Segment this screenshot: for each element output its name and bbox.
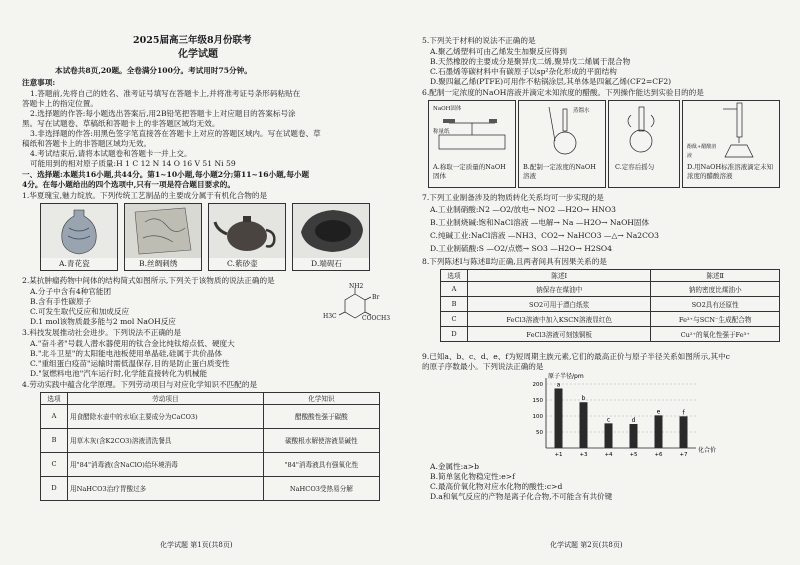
x-tick-label: +6 bbox=[654, 452, 663, 458]
page-2 bbox=[400, 0, 800, 565]
exam-title: 2025届高三年级8月份联考 bbox=[133, 35, 252, 46]
bar-label: d bbox=[631, 417, 636, 424]
q7-option-c: C.纯碱工业:NaCl溶液 —NH3、CO2→ NaHCO3 —△→ Na2CO3 bbox=[430, 231, 659, 240]
table-cell: C bbox=[441, 311, 468, 326]
q2-option-b: B.含有手性碳原子 bbox=[30, 297, 92, 306]
apparatus-b bbox=[518, 100, 606, 188]
table-header: 陈述Ⅰ bbox=[468, 270, 651, 282]
option-image-d bbox=[292, 203, 370, 271]
y-tick-label: 100 bbox=[532, 414, 543, 420]
shaking-flask-icon bbox=[609, 101, 679, 161]
q5-option-b: B.天然橡胶的主要成分是聚异戊二烯,聚异戊二烯属于混合物 bbox=[430, 57, 631, 66]
x-tick-label: +5 bbox=[629, 452, 638, 458]
apparatus-b-caption: B.配制一定浓度的NaOH溶液 bbox=[523, 163, 596, 180]
apparatus-a bbox=[428, 100, 516, 188]
notice-line: 3.非选择题的作答:用黑色签字笔直接答在答题卡上对应的答题区域内。写在试题卷、草 bbox=[30, 129, 321, 138]
apparatus-d-caption: D.用NaOH标准溶液滴定未知浓度的醋酸溶液 bbox=[687, 163, 774, 180]
table-header: 陈述Ⅱ bbox=[651, 270, 780, 282]
table-row bbox=[441, 281, 780, 296]
x-axis-label: 化合价 bbox=[698, 447, 717, 454]
table-header: 选项 bbox=[41, 393, 68, 405]
table-cell: 碳酸根水解使溶液显碱性 bbox=[263, 428, 379, 452]
table-cell: FeCl3溶液中加入KSCN溶液显红色 bbox=[468, 311, 651, 326]
silk-embroidery-icon bbox=[125, 204, 201, 258]
table-cell: 用NaHCO3治疗胃酸过多 bbox=[68, 476, 264, 500]
notice-line: 答题卡上的指定位置。 bbox=[22, 99, 98, 108]
q7-option-d: D.工业制硫酸:S —O2/点燃→ SO3 —H2O→ H2SO4 bbox=[430, 244, 612, 253]
option-d-label: D.端砚石 bbox=[311, 259, 343, 268]
struct-h3c: H3C bbox=[323, 313, 337, 320]
page-footer: 化学试题 第1页(共8页) bbox=[160, 541, 233, 549]
q3-option-b: B."北斗卫星"的太阳能电池板使用单晶硅,硅属于共价晶体 bbox=[30, 349, 223, 358]
question-8: 8.下列陈述Ⅰ与陈述Ⅱ均正确,且两者间具有因果关系的是 bbox=[422, 257, 607, 266]
option-a-label: A.青花瓷 bbox=[59, 259, 90, 268]
table-cell: FeCl3溶液可刻蚀铜板 bbox=[468, 326, 651, 341]
q3-option-a: A."奋斗者"号载人潜水器使用的钛合金比纯钛熔点低、硬度大 bbox=[30, 339, 235, 348]
x-tick-label: +7 bbox=[679, 452, 688, 458]
bar-label: f bbox=[682, 409, 685, 417]
notice-line: 1.答题前,先将自己的姓名、准考证号填写在答题卡上,并将准考证号条形码粘贴在 bbox=[30, 89, 301, 98]
question-1: 1.华夏瑰宝,魅力绽放。下列传统工艺制品的主要成分属于有机化合物的是 bbox=[22, 191, 268, 200]
table-cell: 钠保存在煤油中 bbox=[468, 281, 651, 296]
apparatus-a-caption: A.称取一定质量的NaOH固体 bbox=[433, 163, 506, 180]
option-image-a bbox=[40, 203, 118, 271]
table-cell: Fe³⁺与SCN⁻生成配合物 bbox=[651, 311, 780, 326]
x-tick-label: +4 bbox=[604, 452, 613, 458]
q9-option-d: D.a和氧气反应的产物是离子化合物,不可能含有共价键 bbox=[430, 492, 613, 501]
y-tick-label: 150 bbox=[532, 398, 543, 404]
table-cell: D bbox=[41, 476, 68, 500]
subject-title: 化学试题 bbox=[178, 49, 218, 60]
q7-option-b: B.工业制烧碱:饱和NaCl溶液 —电解→ Na —H2O→ NaOH固体 bbox=[430, 218, 650, 227]
q4-table bbox=[40, 392, 380, 501]
label-naoh: NaOH固体 bbox=[433, 106, 462, 112]
question-5: 5.下列关于材料的说法不正确的是 bbox=[422, 36, 536, 45]
table-cell: A bbox=[441, 281, 468, 296]
bar-label: c bbox=[606, 416, 611, 424]
table-cell: 用草木灰(含K2CO3)溶液清洗餐具 bbox=[68, 428, 264, 452]
q5-option-c: C.石墨烯等碳材料中有碳原子以sp²杂化形成的平面结构 bbox=[430, 67, 617, 76]
teapot-icon bbox=[209, 204, 285, 258]
table-row bbox=[41, 404, 380, 428]
table-cell: C bbox=[41, 452, 68, 476]
x-tick-label: +1 bbox=[554, 452, 563, 458]
bar bbox=[630, 424, 638, 448]
table-cell: 用"84"消毒液(含NaClO)给环境消毒 bbox=[68, 452, 264, 476]
table-header-row bbox=[41, 393, 380, 405]
q3-option-d: D."氢燃料电池"汽车运行时,化学能直接转化为机械能 bbox=[30, 369, 208, 378]
q3-option-c: C."重组蛋白疫苗"运输时需低温保存,目的是防止蛋白质变性 bbox=[30, 359, 230, 368]
table-header: 劳动项目 bbox=[68, 393, 264, 405]
bar bbox=[605, 423, 613, 448]
y-axis-label: 原子半径/pm bbox=[548, 373, 584, 380]
table-cell: A bbox=[41, 404, 68, 428]
y-tick-label: 50 bbox=[536, 430, 543, 436]
table-cell: 钠的密度比煤油小 bbox=[651, 281, 780, 296]
label-water: 蒸馏水 bbox=[573, 108, 590, 114]
notice-line: 2.选择题的作答:每小题选出答案后,用2B铅笔把答题卡上对应题目的答案标号涂 bbox=[30, 109, 296, 118]
bar bbox=[580, 402, 588, 448]
bar-label: b bbox=[581, 395, 586, 403]
atomic-masses: 可能用到的相对原子质量:H 1 C 12 N 14 O 16 V 51 Ni 59 bbox=[30, 159, 236, 168]
table-cell: B bbox=[41, 428, 68, 452]
apparatus-c bbox=[608, 100, 680, 188]
volumetric-flask-icon bbox=[519, 101, 605, 161]
radius-valence-chart bbox=[510, 372, 720, 460]
table-cell: Cu²⁺的氧化性强于Fe³⁺ bbox=[651, 326, 780, 341]
table-cell: SO2具有还原性 bbox=[651, 296, 780, 311]
question-2: 2.某抗肿瘤药物中间体的结构简式如图所示,下列关于该物质的说法正确的是 bbox=[22, 276, 275, 285]
question-9: 9.已知a、b、c、d、e、f为短周期主族元素,它们的最高正价与原子半径关系如图所示,其中c bbox=[422, 352, 730, 361]
table-cell: NaHCO3受热易分解 bbox=[263, 476, 379, 500]
x-tick-label: +3 bbox=[579, 452, 588, 458]
question-6: 6.配制一定浓度的NaOH溶液并滴定未知浓度的醋酸。下列操作能达到实验目的的是 bbox=[422, 88, 704, 97]
inkstone-icon bbox=[293, 204, 369, 258]
struct-nh2: NH2 bbox=[349, 283, 364, 290]
table-row bbox=[41, 452, 380, 476]
table-cell: 醋酸酸性强于碳酸 bbox=[263, 404, 379, 428]
notice-line: 黑。写在试题卷、草稿纸和答题卡上的非答题区域均无效。 bbox=[22, 119, 220, 128]
page-footer: 化学试题 第2页(共8页) bbox=[550, 541, 623, 549]
struct-br: Br bbox=[372, 294, 380, 301]
notice-line: 4.考试结束后,请将本试题卷和答题卡一并上交。 bbox=[30, 149, 192, 158]
q2-option-d: D.1 mol该物质最多能与2 mol NaOH反应 bbox=[30, 317, 176, 326]
section-heading: 一、选择题:本题共16小题,共44分。第1~10小题,每小题2分;第11~16小题,每小题 bbox=[22, 170, 310, 179]
q5-option-a: A.聚乙烯塑料可由乙烯发生加聚反应得到 bbox=[430, 47, 567, 56]
notice-heading: 注意事项: bbox=[22, 78, 56, 87]
porcelain-vase-icon bbox=[41, 204, 117, 258]
q2-option-c: C.可发生取代反应和加成反应 bbox=[30, 307, 130, 316]
notice-line: 稿纸和答题卡上的非答题区域均无效。 bbox=[22, 139, 152, 148]
q9-option-c: C.最高价氧化物对应水化物的酸性:c>d bbox=[430, 482, 563, 491]
bar bbox=[555, 388, 563, 448]
q9-option-a: A.金属性:a>b bbox=[430, 462, 479, 471]
table-row bbox=[441, 311, 780, 326]
table-cell: "84"消毒液具有强氧化性 bbox=[263, 452, 379, 476]
bar bbox=[655, 415, 663, 448]
bar-label: e bbox=[656, 408, 661, 416]
table-cell: 用食醋除水壶中的水垢(主要成分为CaCO3) bbox=[68, 404, 264, 428]
label-paper: 称量纸 bbox=[433, 129, 450, 135]
q2-option-a: A.分子中含有4种官能团 bbox=[30, 287, 112, 296]
table-header: 化学知识 bbox=[263, 393, 379, 405]
q5-option-d: D.聚四氟乙烯(PTFE)可用作不粘锅涂层,其单体是四氟乙烯(CF2=CF2) bbox=[430, 77, 672, 86]
question-4: 4.劳动实践中蕴含化学原理。下列劳动项目与对应化学知识不匹配的是 bbox=[22, 380, 258, 389]
table-header: 选项 bbox=[441, 270, 468, 282]
option-c-label: C.紫砂壶 bbox=[227, 259, 258, 268]
q7-option-a: A.工业制硝酸:N2 —O2/放电→ NO2 —H2O→ HNO3 bbox=[430, 205, 616, 214]
option-image-c bbox=[208, 203, 286, 271]
apparatus-c-caption: C.定容后摇匀 bbox=[615, 163, 655, 171]
exam-intro: 本试卷共8页,20题。全卷满分100分。考试用时75分钟。 bbox=[55, 66, 252, 75]
struct-cooch3: COOCH3 bbox=[362, 315, 391, 322]
question-9-cont: 的原子序数最小。下列说法正确的是 bbox=[422, 362, 544, 371]
label-indicator: 酚酞+醋酸溶液 bbox=[687, 144, 717, 159]
bar-label: a bbox=[556, 381, 561, 389]
option-image-b bbox=[124, 203, 202, 271]
section-heading-cont: 4分。在每小题给出的四个选项中,只有一项是符合题目要求的。 bbox=[22, 180, 235, 189]
question-7: 7.下列工业制备涉及的物质转化关系均可一步实现的是 bbox=[422, 193, 604, 202]
bar bbox=[680, 416, 688, 448]
table-row bbox=[441, 326, 780, 341]
table-cell: D bbox=[441, 326, 468, 341]
question-3: 3.科技发展推动社会进步。下列说法不正确的是 bbox=[22, 328, 182, 337]
q8-table bbox=[440, 269, 780, 342]
table-row bbox=[441, 296, 780, 311]
table-cell: SO2可用于漂白纸浆 bbox=[468, 296, 651, 311]
table-cell: B bbox=[441, 296, 468, 311]
option-b-label: B.丝绸刺绣 bbox=[139, 259, 178, 268]
y-tick-label: 200 bbox=[532, 382, 543, 388]
q9-option-b: B.简单氢化物稳定性:e>f bbox=[430, 472, 515, 481]
table-row bbox=[41, 428, 380, 452]
table-row bbox=[41, 476, 380, 500]
table-header-row bbox=[441, 270, 780, 282]
apparatus-d bbox=[682, 100, 780, 188]
